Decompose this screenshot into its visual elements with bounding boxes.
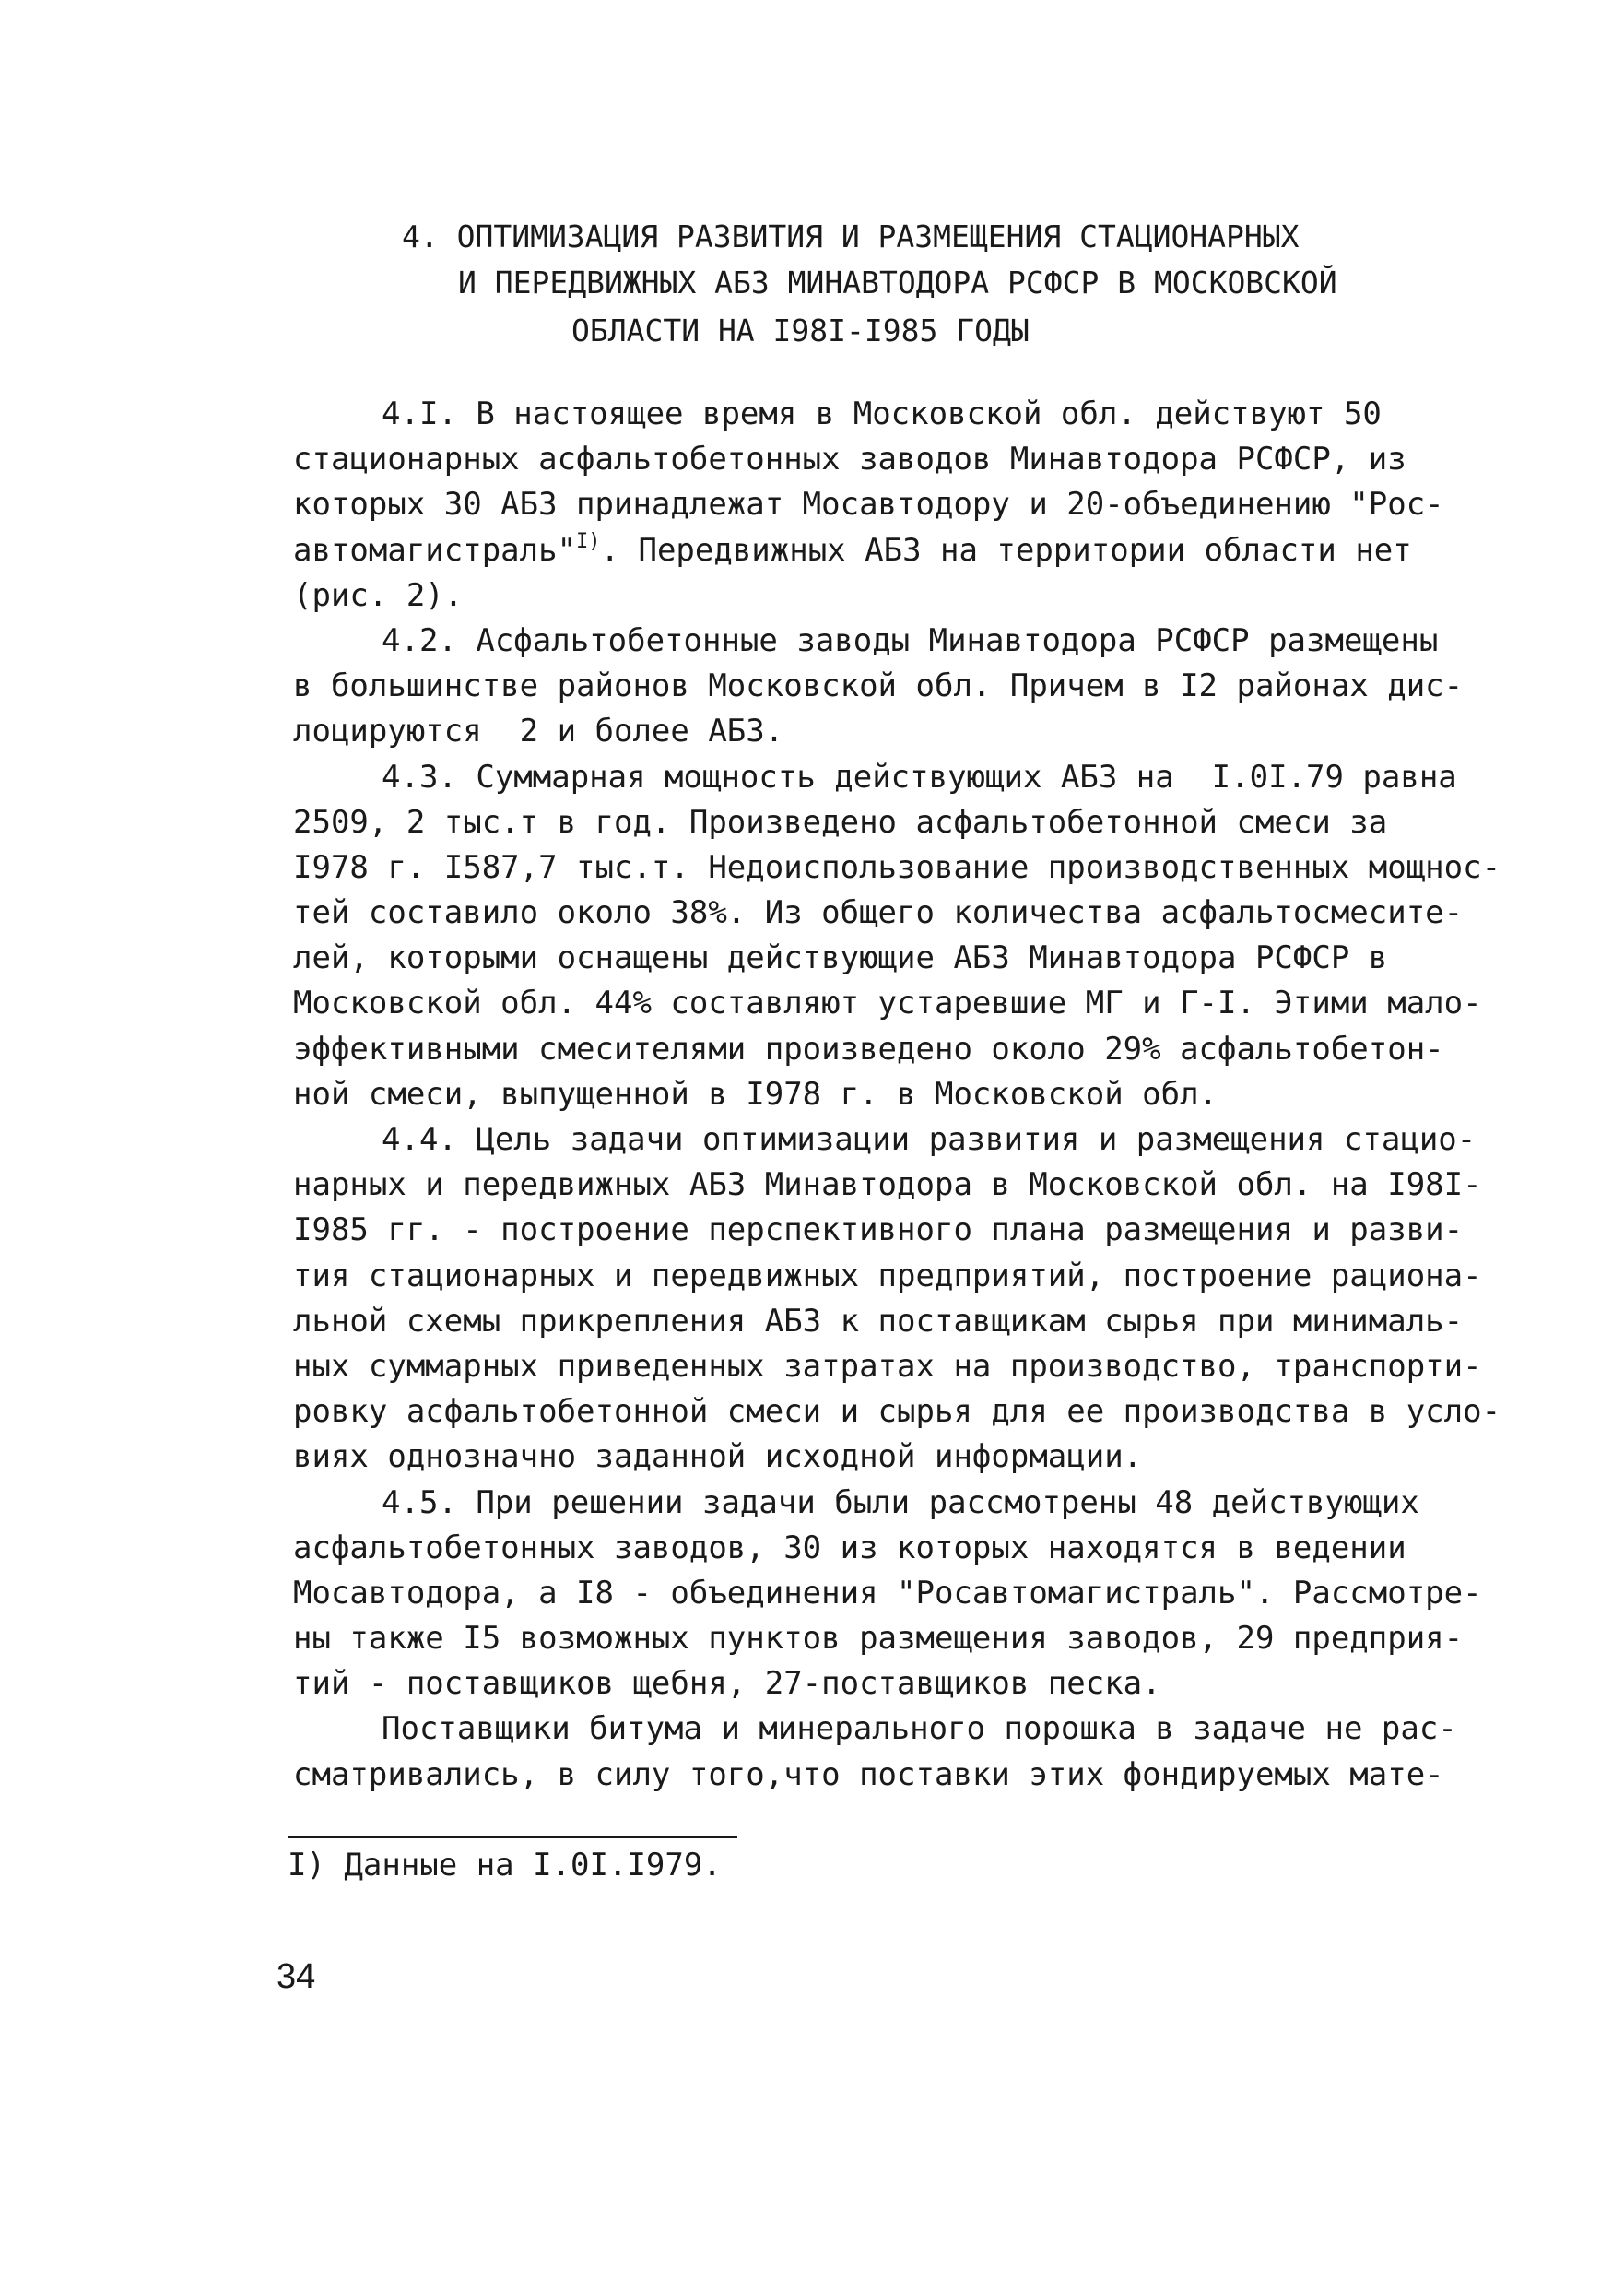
paragraph-4-4-line: I985 гг. - построение перспективного плана размещения и разви- [293,1211,1464,1249]
page-number: 34 [277,1957,316,1996]
paragraph-4-4-line: виях однозначно заданной исходной информации. [293,1438,1143,1476]
paragraph-4-1-line: которых 30 АБЗ принадлежат Мосавтодору и 20-объединению "Рос- [293,486,1444,524]
paragraph-4-1-text: автомагистраль" [293,531,577,569]
paragraph-4-4-line: ровку асфальтобетонной смеси и сырья для ее производства в усло- [293,1393,1501,1431]
paragraph-4-3-line: лей, которыми оснащены действующие АБЗ Минавтодора РСФСР в [293,939,1388,977]
footnote: I) Данные на I.0I.I979. [288,1847,722,1884]
paragraph-suppliers-line: Поставщики битума и минерального порошка в задаче не рас- [382,1710,1457,1748]
paragraph-4-2-line: 4.2. Асфальтобетонные заводы Минавтодора РСФСР размещены [382,621,1439,659]
body-text [293,392,1501,1798]
paragraph-suppliers-line: сматривались, в силу того,что поставки этих фондируемых мате- [293,1755,1444,1793]
paragraph-4-4-line: нарных и передвижных АБЗ Минавтодора в Московской обл. на I98I- [293,1166,1482,1204]
paragraph-4-1-text: . Передвижных АБЗ на территории области нет [600,531,1412,569]
heading-line-1: 4. ОПТИМИЗАЦИЯ РАЗВИТИЯ И РАЗМЕЩЕНИЯ СТАЦИОНАРНЫХ [402,218,1300,254]
paragraph-4-1-line [293,528,1482,573]
paragraph-4-1-line: (рис. 2). [293,576,464,614]
paragraph-4-3-line: I978 г. I587,7 тыс.т. Недоиспользование производственных мощнос- [293,848,1501,886]
paragraph-4-3-line: ной смеси, выпущенной в I978 г. в Московской обл. [293,1075,1218,1113]
paragraph-4-5-line: 4.5. При решении задачи были рассмотрены 48 действующих [382,1483,1419,1521]
paragraph-4-1-line: стационарных асфальтобетонных заводов Минавтодора РСФСР, из [293,441,1406,478]
paragraph-4-5-line: Мосавтодора, а I8 - объединения "Росавтомагистраль". Рассмотре- [293,1574,1482,1612]
paragraph-4-5-line: асфальтобетонных заводов, 30 из которых находятся в ведении [293,1529,1406,1566]
paragraph-4-3-line: 4.3. Суммарная мощность действующих АБЗ на I.0I.79 равна [382,758,1457,796]
paragraph-4-4-line: 4.4. Цель задачи оптимизации развития и размещения стацио- [382,1121,1477,1158]
footnote-marker: I) [576,529,601,553]
paragraph-4-1-line: 4.I. В настоящее время в Московской обл. действуют 50 [382,396,1382,432]
footnote-divider [288,1836,737,1838]
paragraph-4-5-line: ны также I5 возможных пунктов размещения заводов, 29 предприя- [293,1620,1464,1658]
paragraph-4-3-line: 2509, 2 тыс.т в год. Произведено асфальтобетонной смеси за [293,803,1388,841]
heading-line-3: ОБЛАСТИ НА I98I-I985 ГОДЫ [571,313,1030,348]
paragraph-4-3-line: тей составило около 38%. Из общего количества асфальтосмесите- [293,894,1464,932]
paragraph-4-4-line: тия стационарных и передвижных предприятий, построение рациона- [293,1257,1482,1294]
paragraph-4-5-line: тий - поставщиков щебня, 27-поставщиков песка. [293,1665,1161,1703]
paragraph-4-4-line: ных суммарных приведенных затратах на производство, транспорти- [293,1347,1482,1385]
paragraph-4-4-line: льной схемы прикрепления АБЗ к поставщикам сырья при минималь- [293,1302,1464,1340]
paragraph-4-3-line: Московской обл. 44% составляют устаревшие МГ и Г-I. Этими мало- [293,985,1482,1022]
heading-line-2: И ПЕРЕДВИЖНЫХ АБЗ МИНАВТОДОРА РСФСР В МОСКОВСКОЙ [458,265,1337,301]
paragraph-4-3-line: эффективными смесителями произведено около 29% асфальтобетон- [293,1030,1444,1068]
paragraph-4-2-line: лоцируются 2 и более АБЗ. [293,713,784,750]
paragraph-4-2-line: в большинстве районов Московской обл. Причем в I2 районах дис- [293,667,1464,705]
